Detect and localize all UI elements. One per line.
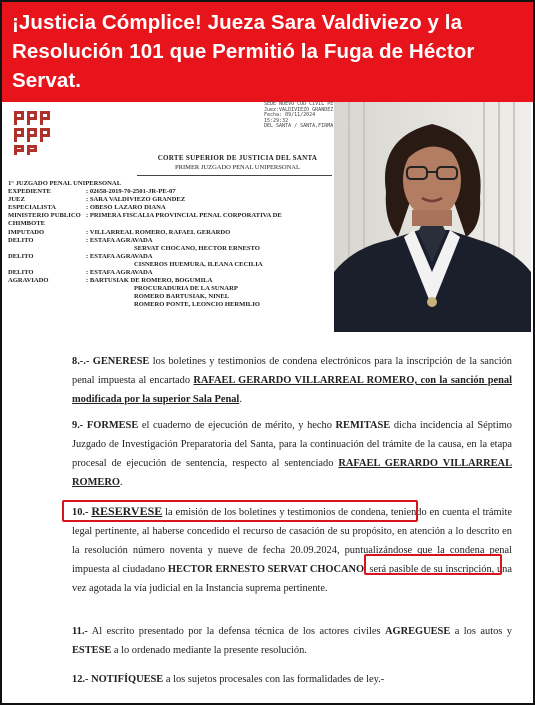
metadata-key (8, 245, 86, 253)
metadata-row (8, 212, 338, 220)
resolution-body (2, 332, 533, 703)
metadata-key: AGRAVIADO (8, 277, 49, 285)
paragraph-8 (72, 352, 512, 409)
paragraph-text: a los sujetos procesales con las formalidades de ley.- (163, 674, 385, 685)
paragraph-text: el cuaderno de ejecución de mérito, y hecho (138, 420, 336, 431)
paragraph-text: a lo ordenado mediante la presente resolución. (111, 645, 307, 656)
paragraph-keyword: NOTIFÍQUESE (91, 674, 164, 685)
metadata-value: : ESTAFA AGRAVADA (86, 236, 153, 244)
case-metadata (8, 180, 338, 310)
metadata-key: MINISTERIO PUBLICO (8, 212, 81, 220)
stamp-line: DEL SANTA / SANTA,FIRMA (264, 123, 334, 130)
court-subtitle: PRIMER JUZGADO PENAL UNIPERSONAL (175, 164, 300, 171)
judge-photo (334, 102, 531, 332)
metadata-value: : OBESO LAZARO DIANA (86, 204, 166, 212)
paragraph-number: 12.- (72, 674, 89, 685)
metadata-value: ROMERO BARTUSIAK, NINEL (134, 293, 230, 301)
judge-portrait-image (334, 102, 531, 332)
stamp-line: SEDE NUEVO COD CIVIL PE (264, 101, 334, 107)
metadata-key: DELITO (8, 252, 34, 260)
paragraph-text: a los autos y (450, 626, 512, 637)
sentenced-name: RAFAEL GERARDO VILLARREAL ROMERO (72, 458, 512, 488)
metadata-row (8, 229, 338, 237)
metadata-key: DELITO (8, 269, 34, 277)
metadata-value: : PRIMERA FISCALIA PROVINCIAL PENAL CORPORATIVA DE (86, 212, 282, 220)
paragraph-text: dicha incidencia al Séptimo Juzgado de Investigación Preparatoria del Santa, para la continuación del trámite de la causa, en la etapa procesal de ejecución de sentencia, respecto al sentenciado (72, 420, 512, 469)
metadata-row (8, 188, 338, 196)
metadata-value: : ESTAFA AGRAVADA (86, 252, 153, 260)
metadata-key: CHIMBOTE (8, 220, 46, 228)
judiciary-logo-icon (13, 110, 51, 156)
metadata-row (8, 261, 338, 269)
metadata-key (8, 285, 86, 293)
metadata-row (8, 301, 338, 309)
metadata-row (8, 285, 338, 293)
metadata-row: 1° JUZGADO PENAL UNIPERSONAL (8, 180, 122, 187)
headline-title: ¡Justicia Cómplice! Jueza Sara Valdiviezo y la Resolución 101 que Permitió la Fuga de Héctor Servat. (12, 11, 475, 92)
metadata-row (8, 269, 338, 277)
metadata-row (8, 196, 338, 204)
divider (137, 175, 332, 176)
metadata-row (8, 220, 338, 228)
metadata-key: ESPECIALISTA (8, 204, 56, 212)
paragraph-keyword: REMITASE (335, 420, 391, 431)
metadata-row (8, 277, 338, 285)
highlighted-name: HECTOR ERNESTO SERVAT CHOCANO (167, 564, 365, 575)
paragraph-keyword: RESERVESE (91, 504, 163, 518)
sentenced-name: RAFAEL GERARDO VILLARREAL ROMERO, con la sanción penal modificada por la superior Sala Penal (72, 375, 512, 405)
highlight-box-servat (364, 554, 502, 575)
metadata-value: PROCURADURIA DE LA SUNARP (134, 285, 238, 293)
metadata-key (8, 293, 86, 301)
paragraph-11 (72, 622, 512, 660)
metadata-key: IMPUTADO (8, 228, 45, 236)
metadata-value: SERVAT CHOCANO, HECTOR ERNESTO (134, 244, 260, 252)
paragraph-number: 8.-.- (72, 356, 90, 367)
stamp-line: Juez:VALDIVIEZO GRANDEZ (264, 106, 334, 113)
paragraph-keyword: AGREGUESE (385, 626, 451, 637)
metadata-row (8, 204, 338, 212)
metadata-value: : VILLARREAL ROMERO, RAFAEL GERARDO (86, 228, 231, 236)
metadata-row (8, 245, 338, 253)
metadata-value: : BARTUSIAK DE ROMERO, BOGUMILA (86, 277, 213, 285)
metadata-value: : ESTAFA AGRAVADA (86, 269, 153, 277)
paragraph-text: la emisión de los boletines y testimonios de condena, (162, 507, 389, 518)
metadata-row (8, 253, 338, 261)
stamp-line: Fecha: 09/11/2024 15:29:32 (264, 112, 316, 124)
paragraph-text: , será pasible de su inscripción, una vez agotada la vía judicial en la Instancia suprema pertinente. (72, 564, 512, 594)
paragraph-keyword: FORMESE (86, 420, 139, 431)
metadata-row (8, 237, 338, 245)
court-heading (2, 154, 333, 172)
paragraph-text: teniendo en cuenta el trámite legal pertinente, al haberse concedido el recurso de casación de su propósito, en atención a lo descrito en la resolución número noventa y nueve de fecha 20.09.2024, puntualizándose que la condena penal impuesta al ciudadano (72, 507, 512, 575)
paragraph-text: los boletines y testimonios de condena electrónicos para la inscripción de la sanción penal impuesta al encartado (72, 356, 512, 386)
paragraph-12 (72, 670, 512, 689)
metadata-value: : SARA VALDIVIEZO GRANDEZ (86, 196, 186, 204)
paragraph-number: 9.- (72, 420, 84, 431)
paragraph-text: . (119, 477, 123, 488)
metadata-key: JUEZ (8, 196, 25, 204)
court-name: CORTE SUPERIOR DE JUSTICIA DEL SANTA (157, 154, 318, 162)
metadata-key (8, 301, 86, 309)
metadata-value: : 02658-2019-70-2501-JR-PE-07 (86, 188, 176, 196)
paragraph-number: 10.- (72, 507, 89, 518)
metadata-value: CISNEROS HUEMURA, ILEANA CECILIA (134, 260, 263, 268)
metadata-key (8, 261, 86, 269)
headline-banner (2, 2, 533, 102)
metadata-key: DELITO (8, 236, 34, 244)
paragraph-number: 11.- (72, 626, 88, 637)
document-header (2, 102, 333, 330)
digital-signature-stamp (264, 102, 336, 132)
paragraph-9 (72, 416, 512, 492)
highlight-box-reservese (62, 500, 418, 522)
paragraph-keyword: GENERESE (92, 356, 150, 367)
metadata-value: ROMERO PONTE, LEONCIO HERMILIO (134, 301, 261, 309)
metadata-key: EXPEDIENTE (8, 188, 51, 196)
paragraph-text: . (239, 394, 242, 405)
paragraph-text: Al escrito presentado por la defensa técnica de los actores civiles (87, 626, 385, 637)
metadata-row (8, 293, 338, 301)
paragraph-keyword: ESTESE (72, 645, 112, 656)
